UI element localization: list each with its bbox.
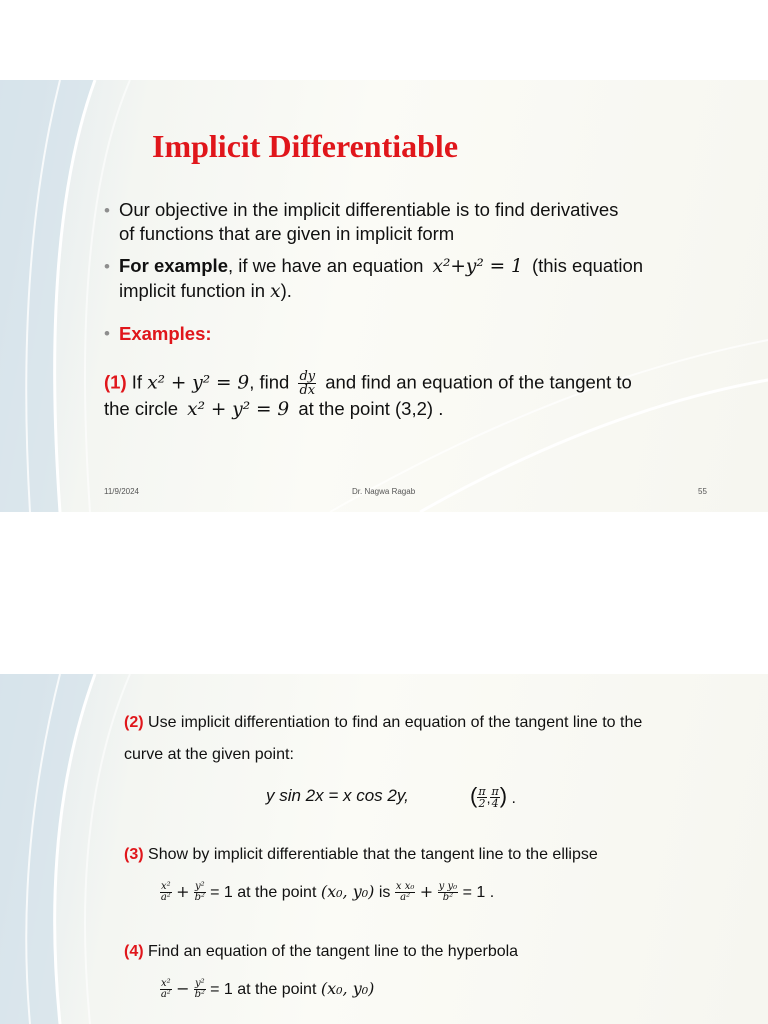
example2-line1: (2) Use implicit differentiation to find an equation of the tangent line to the [124,714,643,731]
bullet-dot: • [104,324,110,343]
examples-heading: Examples: [119,323,212,344]
example4-line1: (4) Find an equation of the tangent line to the hyperbola [124,943,519,960]
example1-line1: (1) If x² + y² = 9, find $\frac{dy}{dx}$ and find an equation of the tangent to [104,369,632,398]
dy-dx-fraction: $\frac{dy}{dx}$ [299,369,316,398]
footer-author: Dr. Nagwa Ragab [352,487,416,496]
example4-equation: $\frac{\text{x²}}{\text{a²}}$ − $\frac{\text{y²}}{\text{b²}}$ = 1 at the point (x₀, y₀) [160,978,375,1001]
for-example-label: For example [119,255,228,276]
bullet2-line2: implicit function in x). [119,280,292,302]
bullet-dot: • [104,201,110,220]
example3-equation: $\frac{\text{x²}}{\text{a²}}$ + $\frac{\text{y²}}{\text{b²}}$ = 1 at the point (x₀, y₀) is $\frac{\text{x x₀}}{\text{a²}}$ + $\frac{\text{y y₀}}{\text{b²}}$ = 1 . [160,881,495,904]
bullet1-line1: Our objective in the implicit differentiable is to find derivatives [119,199,619,220]
example2-equation: y sin 2x = x cos 2y, [266,786,409,805]
bullet1-line2: of functions that are given in implicit form [119,223,455,244]
unit-circle-equation: x²+y² = 1 [432,256,523,277]
example2-point: ( $\frac{\pi}{2}$ , $\frac{\pi}{4}$ ) . [470,783,516,810]
footer-page-number: 55 [698,487,707,496]
example3-line1: (3) Show by implicit differentiable that the tangent line to the ellipse [124,846,598,863]
footer-date: 11/9/2024 [104,487,139,496]
bullet2-line1: For example, if we have an equation x²+y² = 1 (this equation [119,255,644,277]
example2-line2: curve at the given point: [124,746,294,763]
bullet-dot: • [104,257,110,276]
slide-title: Implicit Differentiable [152,128,459,164]
example1-line2: the circle x² + y² = 9 at the point (3,2) . [104,398,444,420]
